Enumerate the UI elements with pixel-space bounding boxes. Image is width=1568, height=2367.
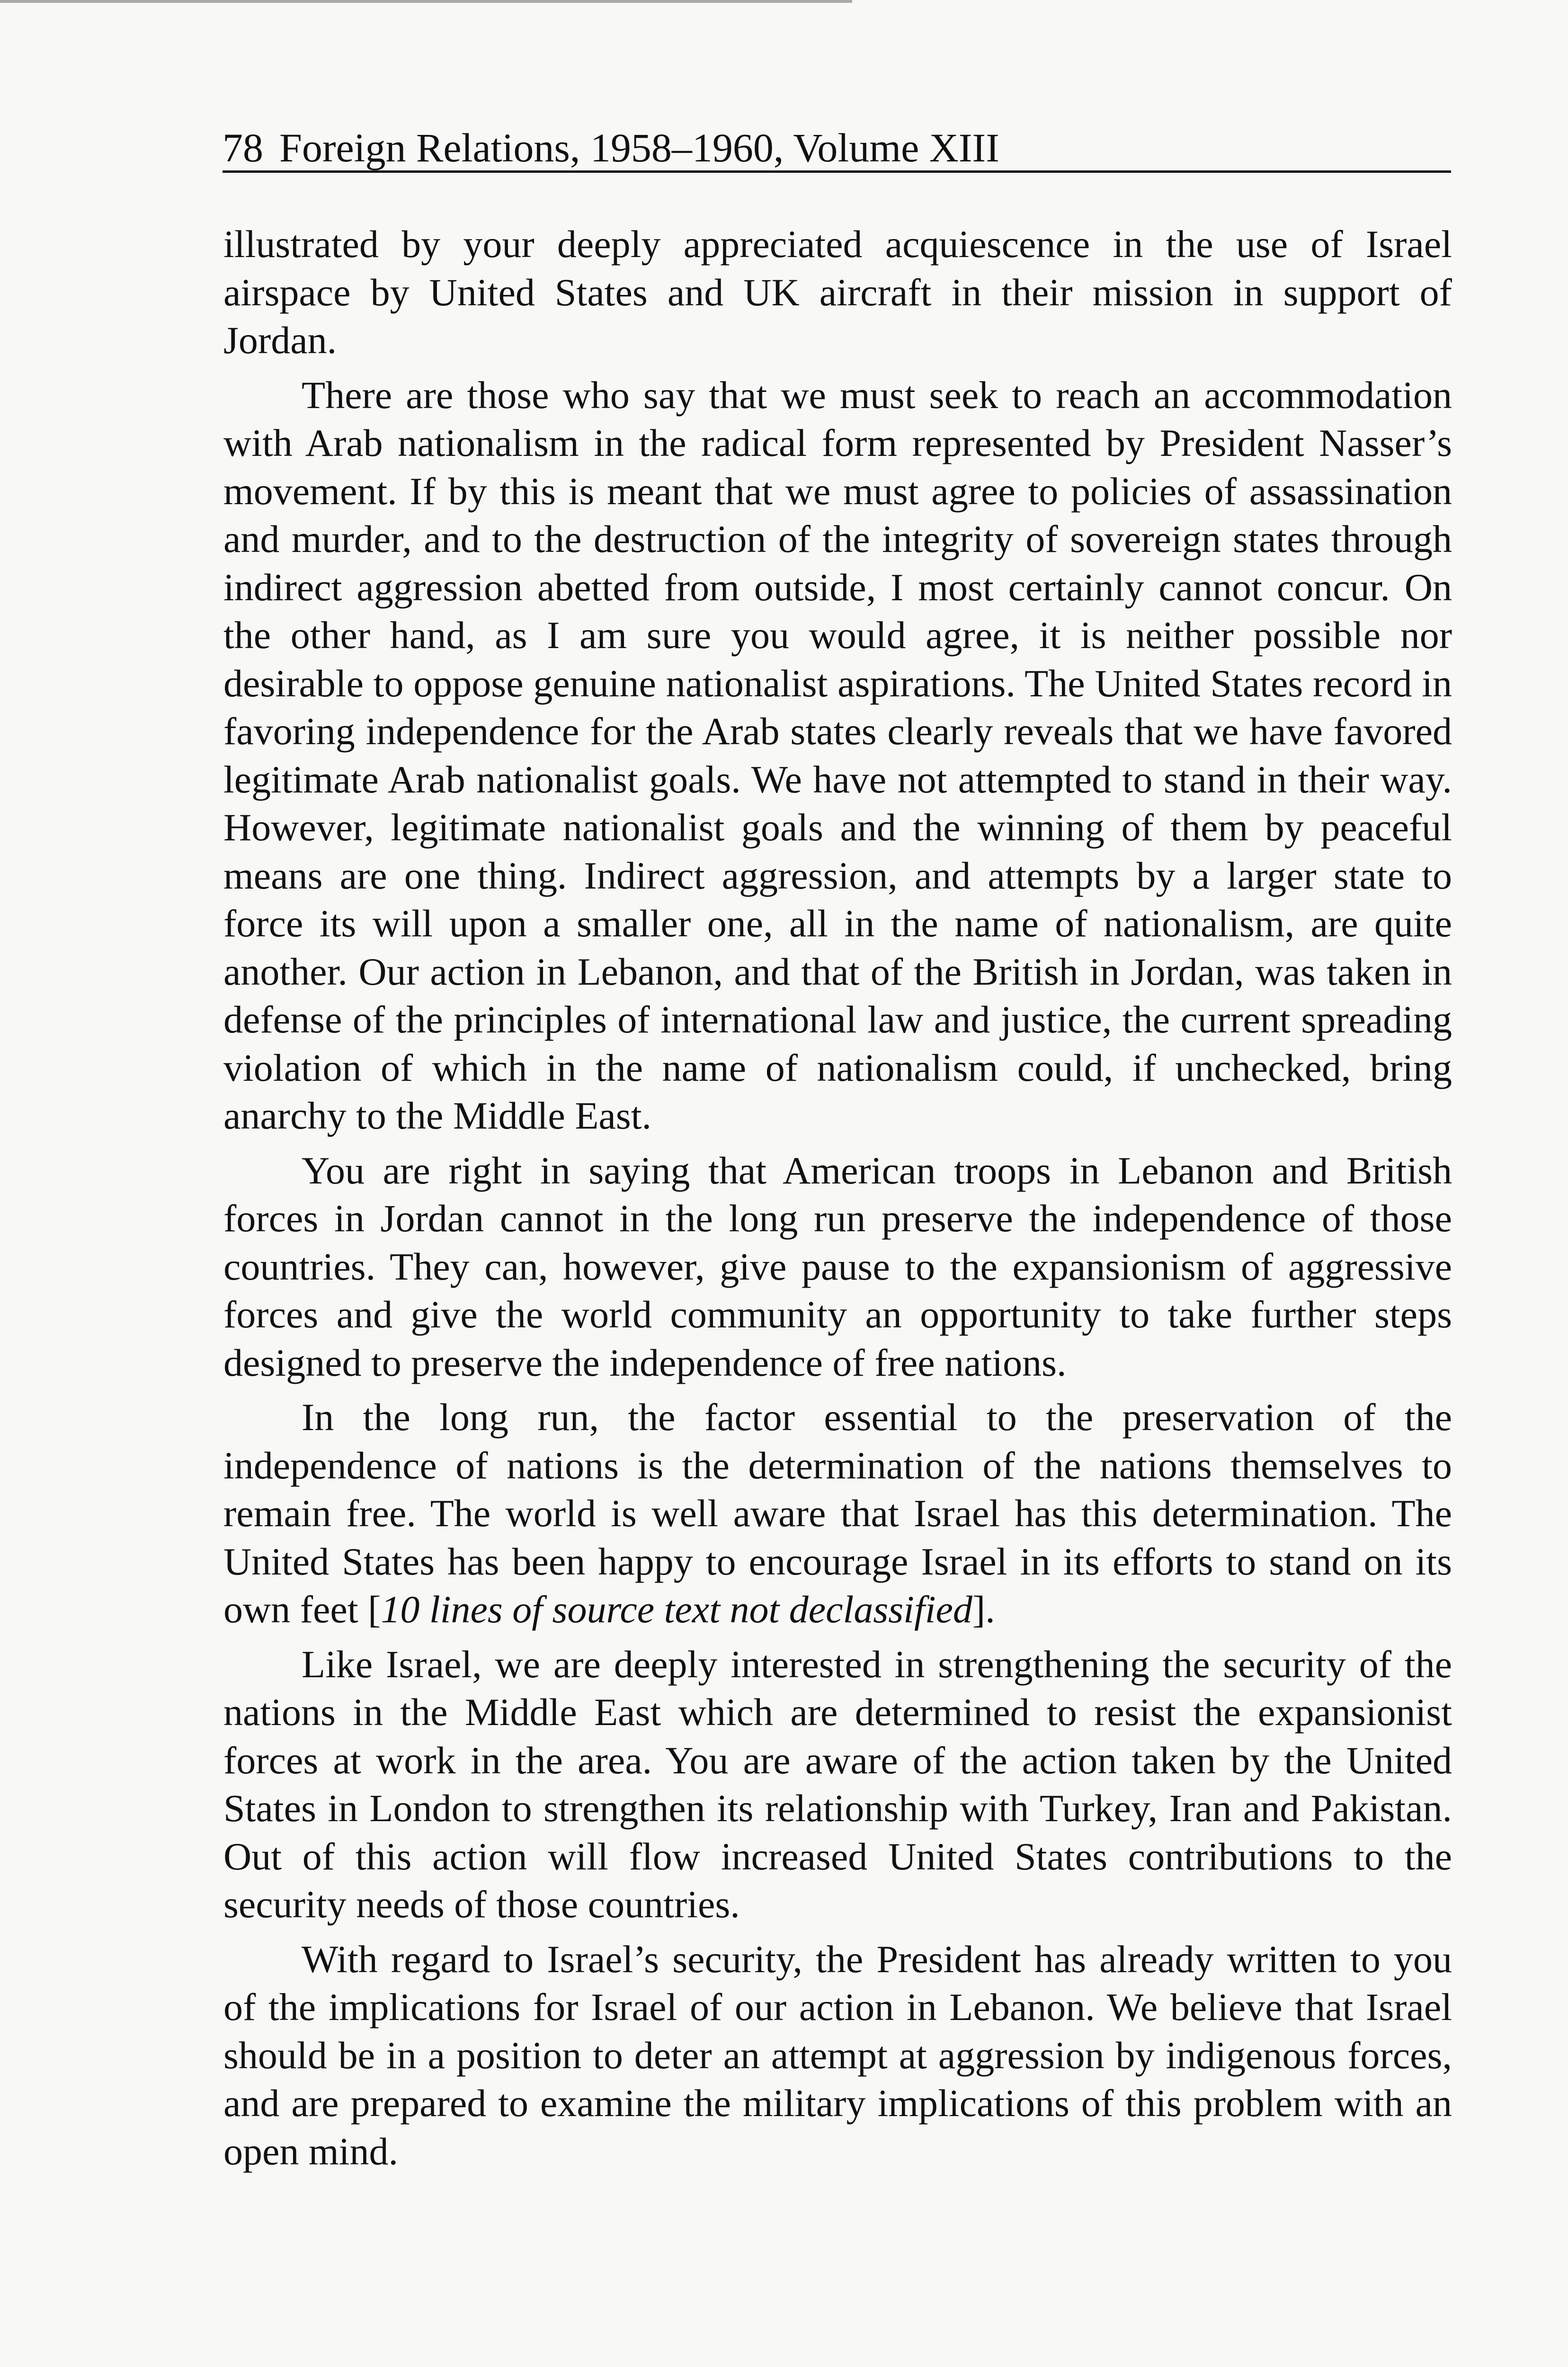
running-header [223,121,1453,175]
paragraph-4-text: In the long run, the factor essential to the preservation of the independence of nations is the determination of the nations themselves to remain free. The world is well aware that Israel has this determination. The United States has been happy to encourage Israel in its efforts to stand on its own feet [ [223,1396,1452,1631]
paragraph-1: illustrated by your deeply appreciated acquiescence in the use of Israel airspace by United States and UK aircraft in their mission in support of Jordan. [223,222,1452,362]
paragraph-6: With regard to Israel’s security, the President has already written to you of the implications for Israel of our action in Lebanon. We believe that Israel should be in a position to deter an attempt at aggression by indigenous forces, and are prepared to examine the military implications of this problem with an open mind. [223,1937,1452,2173]
scan-edge [0,0,852,3]
running-title: Foreign Relations, 1958–1960, Volume XIII [279,125,999,170]
page-number: 78 [223,125,263,170]
paragraph-2: There are those who say that we must seek to reach an accommodation with Arab nationalism in the radical form represented by President Nasser’s movement. If by this is meant that we must agree to policies of assassination and murder, and to the destruction of the integrity of sovereign states through indirect aggression abetted from outside, I most certainly cannot concur. On the other hand, as I am sure you would agree, it is neither possible nor desirable to oppose genuine nationalist aspirations. The United States record in favoring independence for the Arab states clearly reveals that we have favored legitimate Arab nationalist goals. We have not attempted to stand in their way. However, legitimate nationalist goals and the winning of them by peaceful means are one thing. Indirect aggression, and attempts by a larger state to force its will upon a smaller one, all in the name of nationalism, are quite another. Our action in Lebanon, and that of the British in Jordan, was taken in defense of the principles of international law and justice, the current spreading violation of which in the name of nationalism could, if unchecked, bring anarchy to the Middle East. [223,373,1452,1137]
paragraph-4-end: ]. [972,1588,995,1631]
paragraph-3: You are right in saying that American troops in Lebanon and British forces in Jordan cannot in the long run preserve the independence of those countries. They can, however, give pause to the expansionism of aggressive forces and give the world community an opportunity to take further steps designed to preserve the independence of free nations. [223,1148,1452,1384]
body-text [223,220,1452,2182]
editorial-note: 10 lines of source text not declassified [381,1588,972,1631]
paragraph-4 [223,1393,1452,1634]
paragraph-5: Like Israel, we are deeply interested in strengthening the security of the nations in the Middle East which are determined to resist the expansionist forces at work in the area. You are aware of the action taken by the United States in London to strengthen its relationship with Turkey, Iran and Pakistan. Out of this action will flow increased United States contributions to the security needs of those countries. [223,1642,1452,1926]
header-rule [223,170,1451,173]
